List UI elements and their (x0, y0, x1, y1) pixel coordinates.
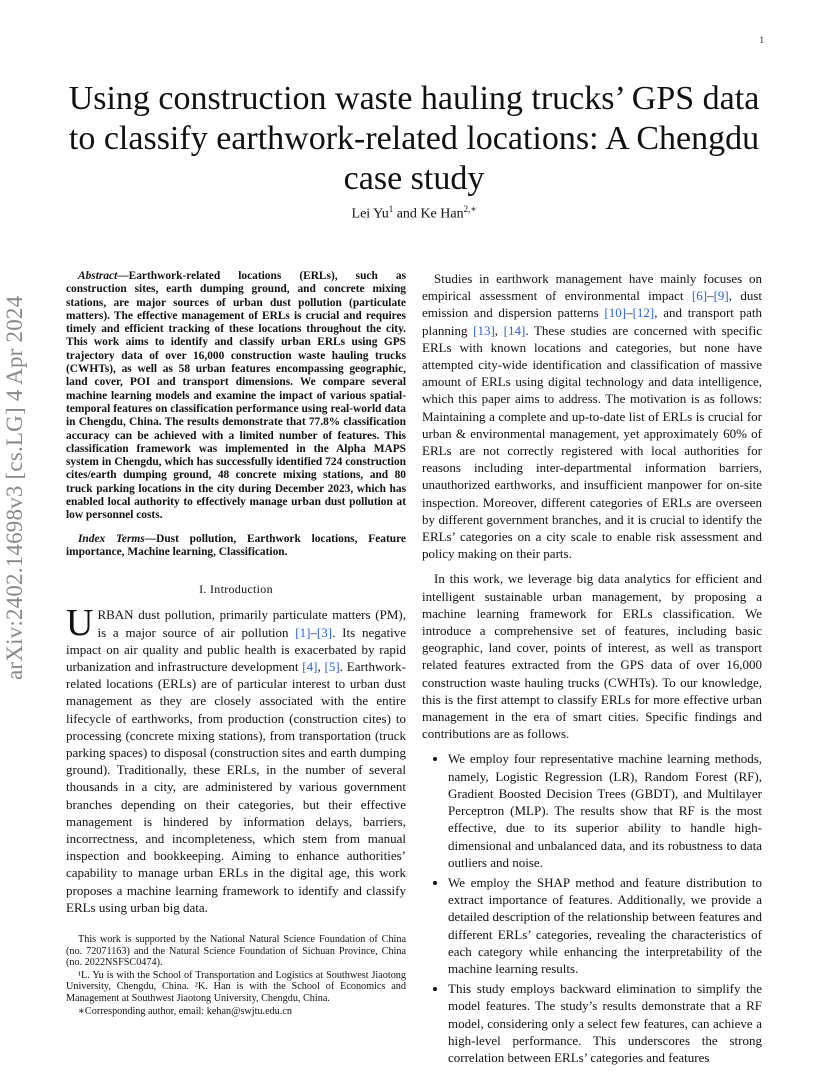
footnotes (66, 934, 406, 1017)
citation-link[interactable]: [6] (691, 288, 708, 304)
abstract-text: —Earthwork-related locations (ERLs), such as construction sites, earth dumping ground, and concrete mixing stations, are major sources of urban dust pollution (particulate matters). The effective management of ERLs is crucial and requires timely and efficient tracking of these locations throughout the city. This work aims to identify and classify urban ERLs using GPS trajectory data of over 16,000 construction waste hauling trucks (CWHTs), as well as 58 urban features encompassing geographic, land cover, POI and transport dimensions. We compare several machine learning models and examine the impact of various spatial-temporal features on classification performance using real-world data in Chengdu, China. The results demonstrate that 77.8% classification accuracy can be achieved with a limited number of features. This classification framework was implemented in the Alpha MAPS system in Chengdu, which has successfully identified 724 construction cites/earth dumping ground, 48 concrete mixing stations, and 80 truck parking locations in the city during December 2023, which has enabled local authority to effectively manage urban dust pollution at low personnel costs. (66, 270, 406, 522)
footnote-affiliations: ¹L. Yu is with the School of Transportation and Logistics at Southwest Jiaotong University, Chengdu, China. ²K. Han is with the School of Economics and Management at Southwest Jiaotong University, Chengdu, China. (66, 969, 406, 1005)
list-item: • This study employs backward elimination to simplify the model features. The study’s results demonstrate that a RF model, considering only a select few features, can achieve a high-level performance. This underscores the strong correlation between ERLs’ categories and features (448, 980, 762, 1066)
author-2-affiliation: 2,∗ (463, 204, 477, 214)
index-terms-text: —Dust pollution, Earthwork locations, Feature importance, Machine learning, Classification. (66, 532, 406, 558)
citation-link[interactable]: [4] (302, 659, 318, 675)
abstract-label: Abstract (78, 270, 118, 282)
author-1-affiliation: 1 (388, 204, 394, 214)
page-number: 1 (759, 35, 764, 45)
footnote-funding: This work is supported by the National Natural Science Foundation of China (no. 72071163) and the Natural Science Foundation of Sichuan Province, China (no. 2022NSFSC0474). (66, 934, 406, 969)
citation-link[interactable]: [10] (604, 305, 627, 321)
author-2: Ke Han (420, 206, 464, 222)
abstract (66, 270, 406, 523)
citation-link[interactable]: [3] (316, 624, 333, 640)
citation-link[interactable]: [12] (632, 305, 655, 321)
authors (60, 204, 768, 223)
contribution-intro-paragraph: In this work, we leverage big data analytics for efficient and intelligent sustainable urban management, by proposing a machine learning framework for ERLs classification. We introduce a comprehensive set of features, including basic geographic, land cover, points of interest, as well as transport related features extracted from the GPS data of over 16,000 construction waste hauling trucks (CWHTs). To our knowledge, this is the first attempt to classify ERLs for more effective urban management in the era of smart cities. Specific findings and contributions are as follows. (422, 571, 762, 742)
contributions-list (422, 750, 762, 1066)
index-terms (66, 533, 406, 560)
right-column (422, 270, 762, 1069)
drop-cap: U (66, 602, 94, 645)
index-terms-label: Index Terms (78, 532, 145, 545)
left-column (66, 270, 406, 1017)
citation-link[interactable]: [14] (503, 322, 526, 338)
introduction-paragraph: URBAN dust pollution, primarily particulate matters (PM), is a major source of air pollution [1]–[3]. Its negative impact on air quality and public health is exacerbated by rapid urbanization and infrastructure development [4], [5]. Earthwork-related locations (ERLs) are of particular interest to urban dust management as they are closely associated with the entire lifecycle of earthworks, from production (construction cites) to processing (concrete mixing stations), from transportation (truck parking spaces) to disposal (construction sites and earth dumping ground). Traditionally, these ERLs, in the number of several thousands in a city, are administered by various government branches depending on their categories, but their effective management is hindered by information delays, barriers, incorrectness, and incompleteness, which stem from manual inspection and bookkeeping. Aiming to enhance authorities’ capability to manage urban ERLs in the digital age, this work proposes a machine learning framework to identify and classify ERLs using urban big data. (66, 602, 406, 915)
list-item: • We employ four representative machine learning methods, namely, Logistic Regression (LR), Random Forest (RF), Gradient Boosted Decision Trees (GBDT), and Multilayer Perceptron (MLP). The results show that RF is the most effective, due to its superior ability to handle high-dimensional and unbalanced data, and its robustness to data outliers and noise. (448, 750, 762, 870)
citation-link[interactable]: [13] (473, 322, 495, 338)
section-heading-introduction: I. Introduction (199, 582, 273, 597)
list-item: • We employ the SHAP method and feature distribution to extract importance of features. Additionally, we provide a detailed description of the relationship between features and different ERLs’ categories, revealing the characteristics of each category while enhancing the interpretability of the machine learning results. (448, 874, 762, 977)
arxiv-identifier: arXiv:2402.14698v3 [cs.LG] 4 Apr 2024 (2, 295, 27, 680)
related-work-paragraph: Studies in earthwork management have mainly focuses on empirical assessment of environmental impact [6]–[9], dust emission and dispersion patterns [10]–[12], and transport path planning [13], [14]. These studies are concerned with specific ERLs with known locations and categories, but none have attempted city-wide identification and classification of massive amount of ERLs using digital technology and data intelligence, which this paper aims to address. The motivation is as follows: Maintaining a complete and up-to-date list of ERLs is crucial for urban & environmental management, yet approximately 60% of ERLs are not correctly registered with local authorities for reasons including inter-departmental information barriers, unauthorized earthworks, and insufficient manpower for on-site inspection. Moreover, different categories of ERLs are overseen by different government branches, and it is crucial to identify the ERLs’ categories on a city scale to enable risk assessment and policy making on their parts. (422, 271, 763, 562)
paper-title: Using construction waste hauling trucks’ GPS data to classify earthwork-related locations: A Chengdu case study (68, 80, 760, 197)
citation-link[interactable]: [9] (713, 288, 729, 304)
footnote-corresponding: ∗Corresponding author, email: kehan@swjtu.edu.cn (78, 1005, 292, 1017)
authors-conjunction: and (393, 206, 421, 222)
citation-link[interactable]: [1] (295, 624, 311, 640)
author-1: Lei Yu (351, 206, 389, 222)
citation-link[interactable]: [5] (324, 659, 340, 675)
